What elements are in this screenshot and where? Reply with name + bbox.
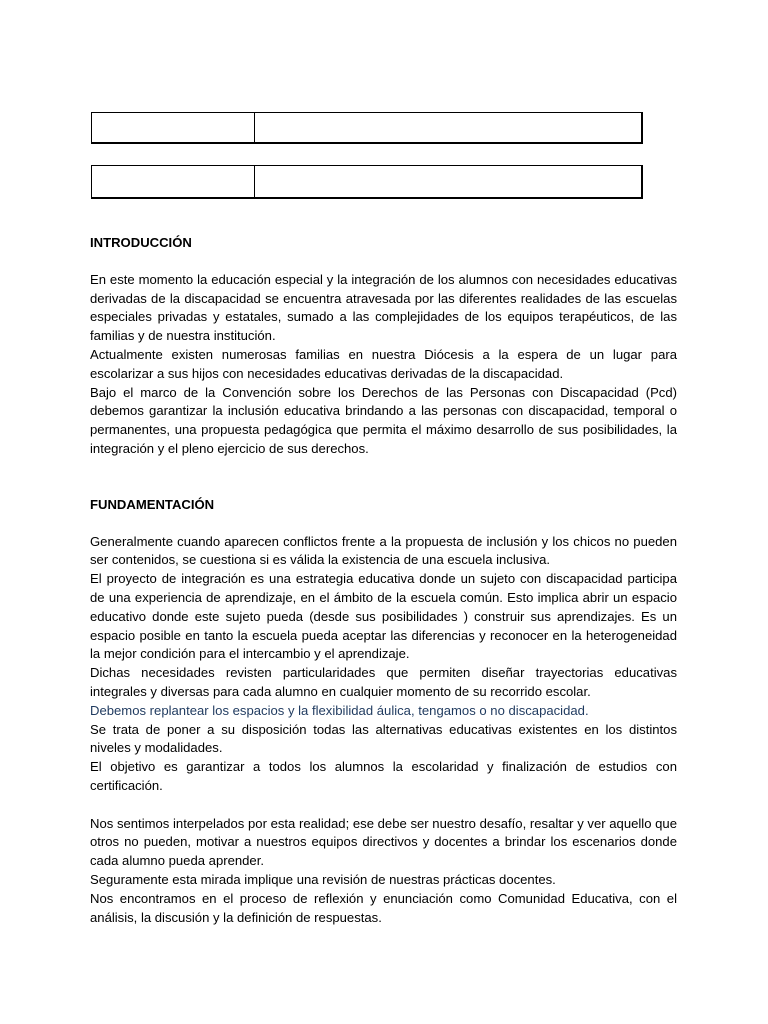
- fundamentacion-heading: FUNDAMENTACIÓN: [90, 496, 215, 512]
- fundamentacion-section: [90, 533, 677, 796]
- intro-paragraph: Actualmente existen numerosas familias en nuestra Diócesis a la espera de un lugar para escolarizar a sus hijos con necesidades educativas derivadas de la discapacidad.: [90, 346, 677, 381]
- header-table-2-cell-value: [255, 166, 641, 197]
- fundamentacion-paragraph: Nos sentimos interpelados por esta realidad; ese debe ser nuestro desafío, resaltar y ver aquello que otros no pueden, motivar a nuestros equipos directivos y docentes a brindar los escenarios donde cada alumno pueda aprender.: [90, 815, 677, 869]
- header-table-1-cell-value: [255, 113, 641, 142]
- document-body: [90, 234, 677, 927]
- header-table-2: [91, 165, 643, 199]
- fundamentacion-paragraph: El objetivo es garantizar a todos los alumnos la escolaridad y finalización de estudios con certificación.: [90, 759, 677, 793]
- fundamentacion-paragraph: Dichas necesidades revisten particularidades que permiten diseñar trayectorias educativas integrales y diversas para cada alumno en cualquier momento de su recorrido escolar.: [90, 665, 677, 699]
- header-table-2-cell-label: [92, 166, 255, 197]
- header-table-1-cell-label: [92, 113, 255, 142]
- intro-paragraph: En este momento la educación especial y la integración de los alumnos con necesidades educativas derivadas de la discapacidad se encuentra atravesada por las diferentes realidades de las escuelas especiales privadas y estatales, sumado a las complejidades de los equipos terapéuticos, de las familias y de nuestra institución.: [90, 271, 677, 344]
- fundamentacion-paragraph: Seguramente esta mirada implique una revisión de nuestras prácticas docentes.: [90, 871, 556, 887]
- intro-section: [90, 271, 677, 459]
- fundamentacion-section-2: [90, 815, 677, 928]
- fundamentacion-paragraph: El proyecto de integración es una estrategia educativa donde un sujeto con discapacidad participa de una experiencia de aprendizaje, en el ámbito de la escuela común. Esto implica abrir un espacio educativo donde este sujeto pueda (desde sus posibilidades ) construir sus aprendizajes. Es un espacio posible en tanto la escuela pueda aceptar las diferencias y reconocer en la heterogeneidad la mejor condición para el intercambio y el aprendizaje.: [90, 571, 677, 662]
- header-table-1: [91, 112, 643, 144]
- fundamentacion-paragraph: Se trata de poner a su disposición todas las alternativas educativas existentes en los distintos niveles y modalidades.: [90, 721, 677, 756]
- intro-paragraph: Bajo el marco de la Convención sobre los Derechos de las Personas con Discapacidad (Pcd) debemos garantizar la inclusión educativa brindando a las personas con discapacidad, temporal o permanentes, una propuesta pedagógica que permita el máximo desarrollo de sus posibilidades, la integración y el pleno ejercicio de sus derechos.: [90, 384, 677, 456]
- intro-heading: INTRODUCCIÓN: [90, 235, 192, 250]
- fundamentacion-paragraph: Generalmente cuando aparecen conflictos frente a la propuesta de inclusión y los chicos no pueden ser contenidos, se cuestiona si es válida la existencia de una escuela inclusiva.: [90, 533, 677, 568]
- fundamentacion-paragraph-highlight: Debemos replantear los espacios y la flexibilidad áulica, tengamos o no discapacidad.: [90, 702, 589, 718]
- fundamentacion-paragraph: Nos encontramos en el proceso de reflexión y enunciación como Comunidad Educativa, con el análisis, la discusión y la definición de respuestas.: [90, 890, 677, 925]
